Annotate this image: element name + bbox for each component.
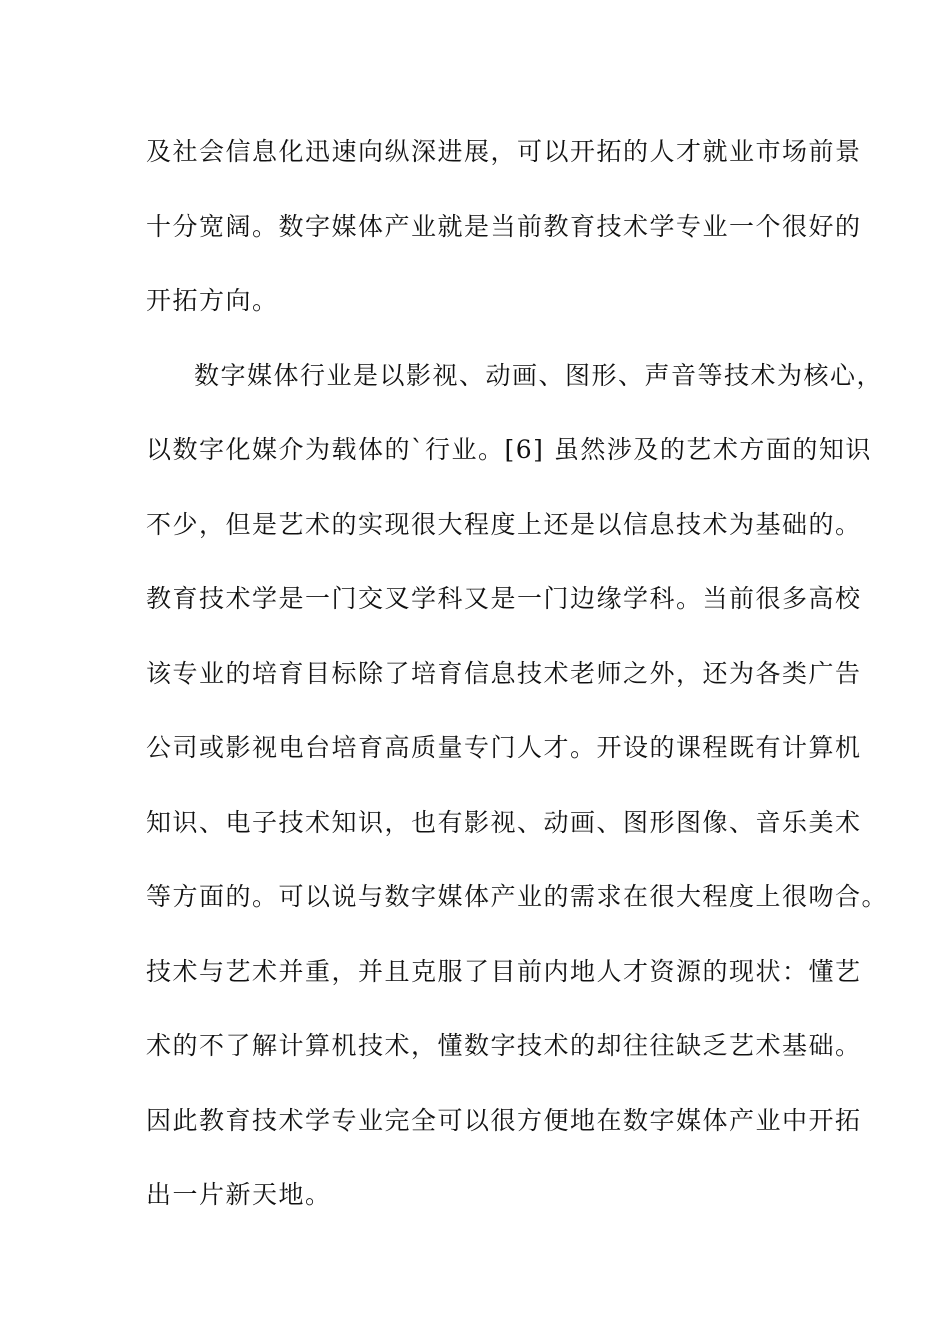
text-line: 出一片新天地。 (146, 1180, 332, 1209)
text-line: 该专业的培育目标除了培育信息技术老师之外，还为各类广告 (146, 658, 862, 688)
text-line: 十分宽阔。数字媒体产业就是当前教育技术学专业一个很好的 (146, 211, 862, 241)
paragraph-first-line: 数字媒体行业是以影视、动画、图形、声音等技术为核心， (194, 360, 884, 390)
text-line: 技术与艺术并重，并且克服了目前内地人才资源的现状：懂艺 (146, 956, 862, 986)
text-line: 以数字化媒介为载体的`行业。[6] 虽然涉及的艺术方面的知识 (146, 435, 872, 464)
text-line: 教育技术学是一门交叉学科又是一门边缘学科。当前很多高校 (146, 584, 862, 613)
text-line: 公司或影视电台培育高质量专门人才。开设的课程既有计算机 (146, 733, 862, 762)
body-text (146, 132, 889, 1250)
text-line: 等方面的。可以说与数字媒体产业的需求在很大程度上很吻合。 (146, 882, 889, 911)
text-line: 不少，但是艺术的实现很大程度上还是以信息技术为基础的。 (146, 509, 862, 539)
text-line: 因此教育技术学专业完全可以很方便地在数字媒体产业中开拓 (146, 1105, 862, 1135)
text-line: 术的不了解计算机技术，懂数字技术的却往往缺乏艺术基础。 (146, 1031, 862, 1060)
text-line: 及社会信息化迅速向纵深进展，可以开拓的人才就业市场前景 (146, 137, 862, 166)
text-line: 开拓方向。 (146, 286, 279, 315)
text-line: 知识、电子技术知识，也有影视、动画、图形图像、音乐美术 (146, 807, 862, 837)
